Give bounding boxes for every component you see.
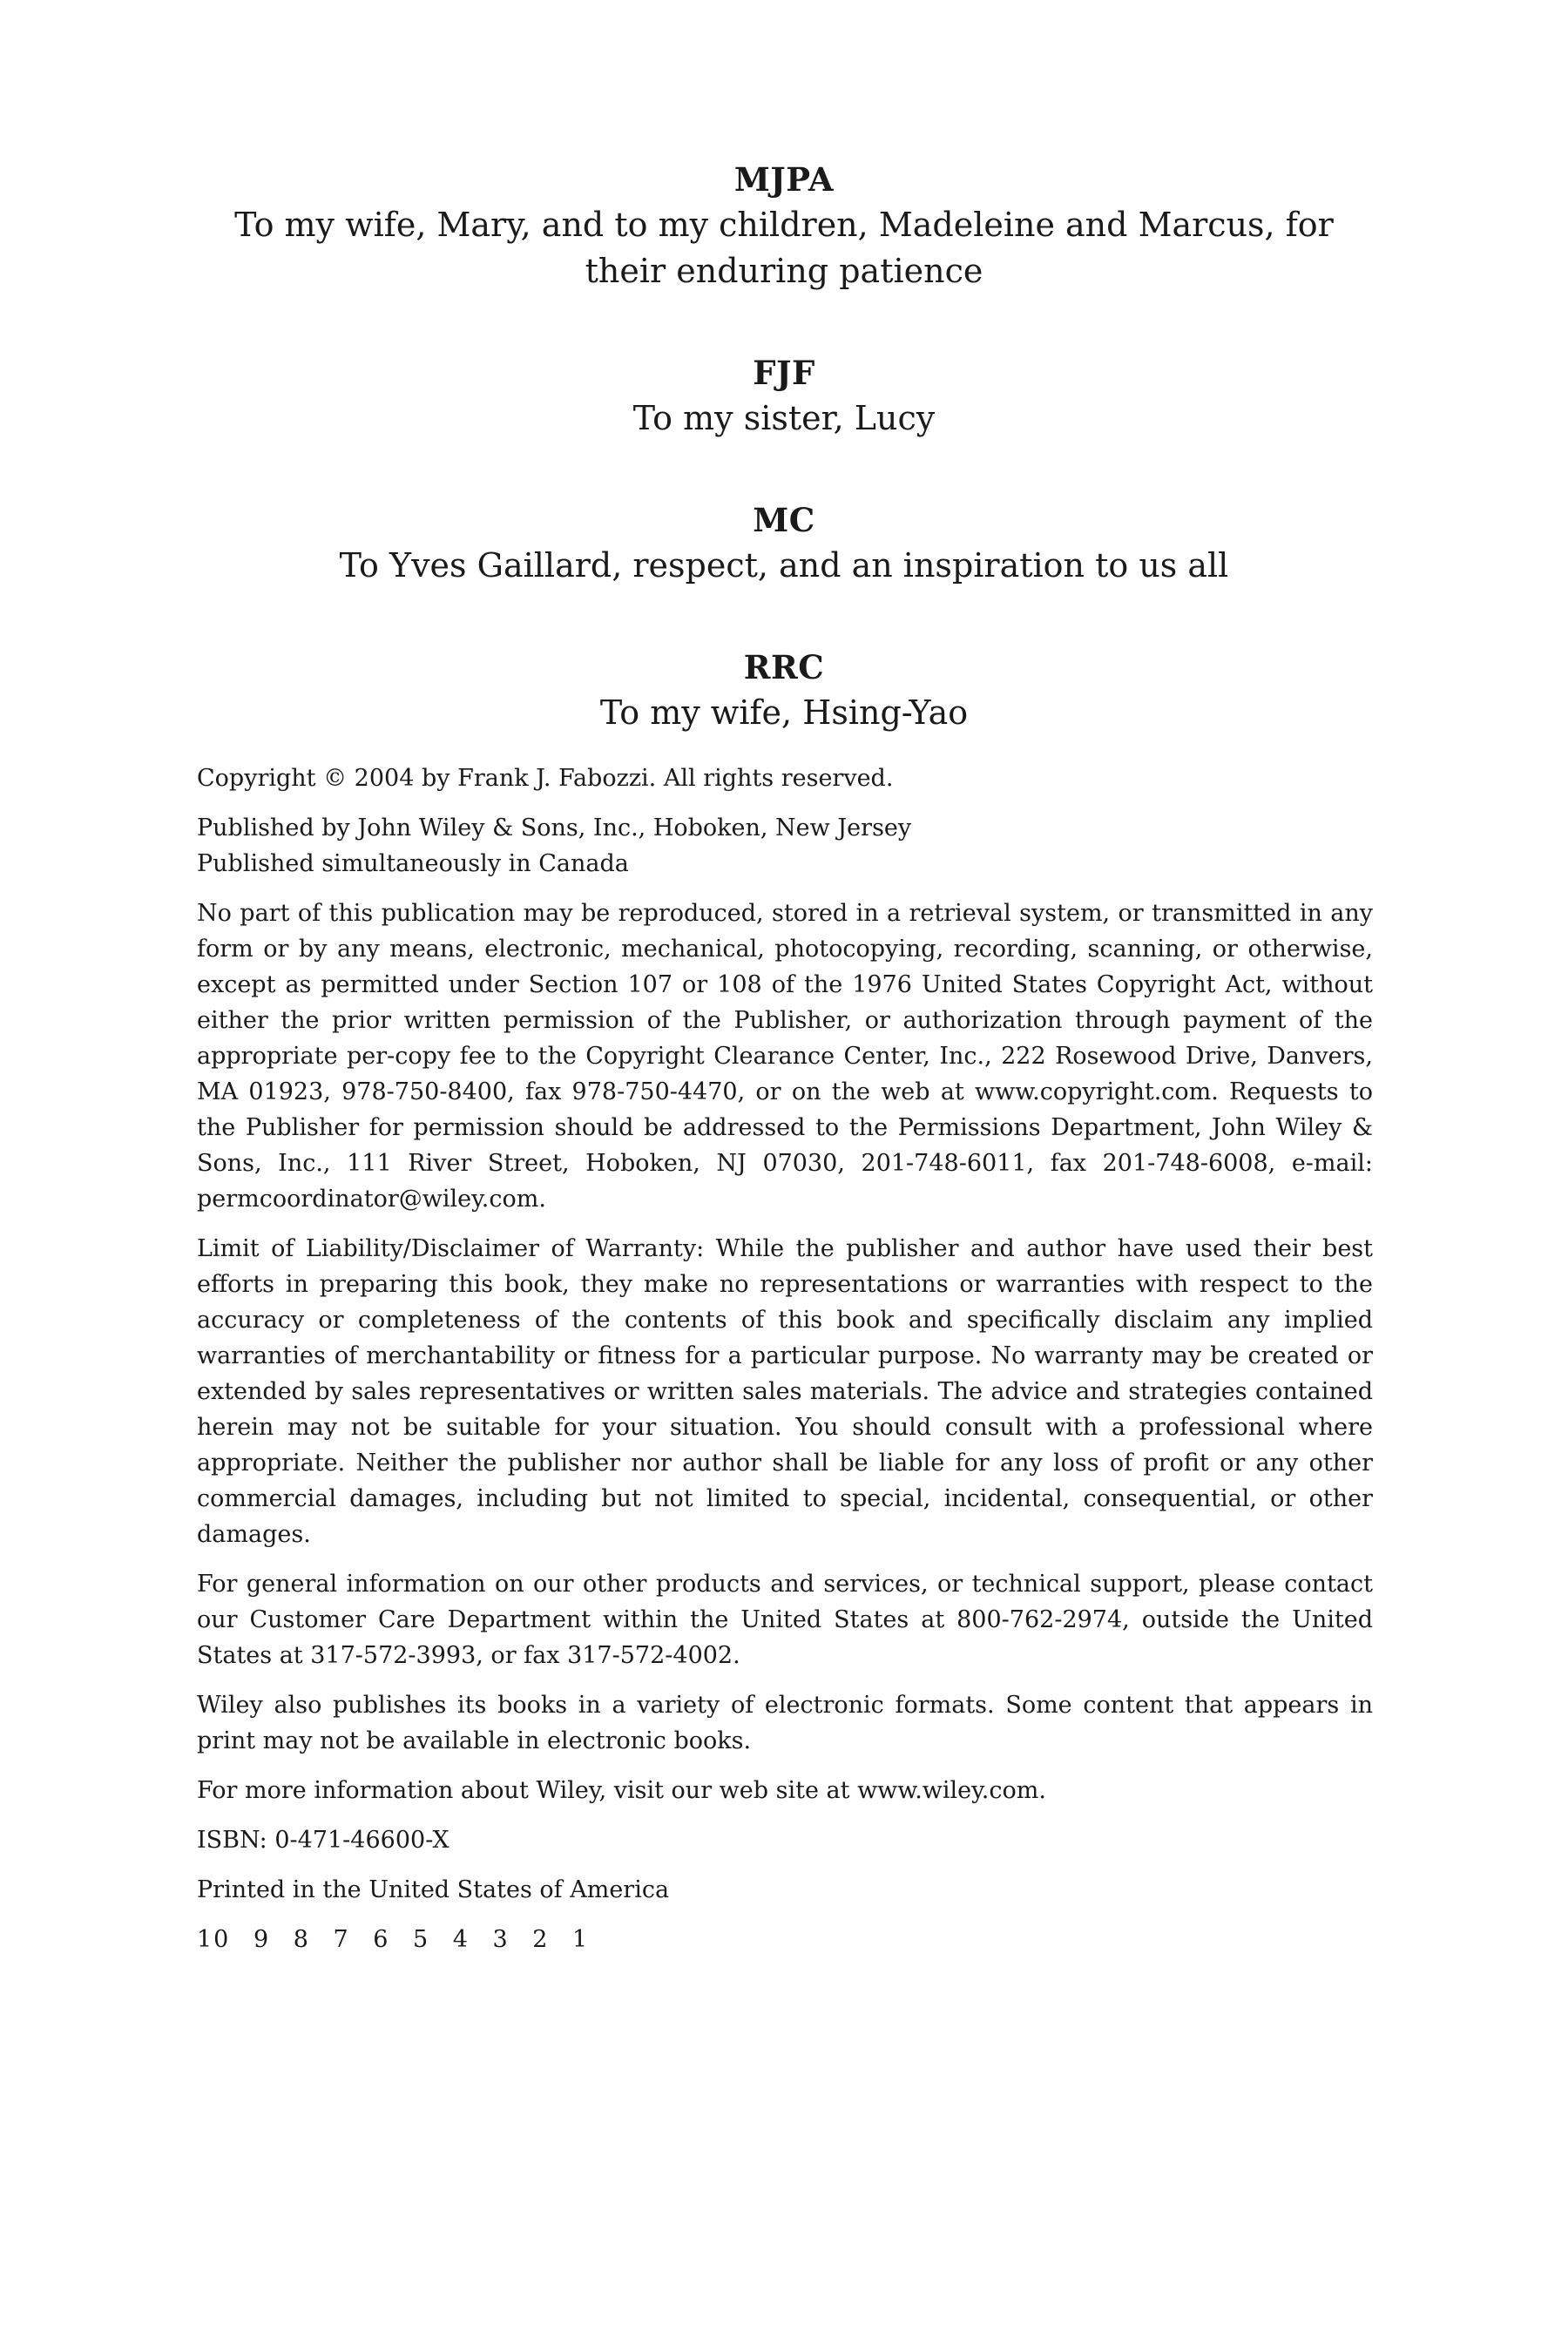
dedication-initials: RRC (743, 648, 825, 686)
more-info-paragraph: For more information about Wiley, visit our web site at www.wiley.com. (197, 1777, 1046, 1804)
dedication-initials: MC (753, 501, 815, 539)
dedications (0, 157, 1568, 792)
permissions-paragraph: No part of this publication may be reproduced, stored in a retrieval system, or transmitted in any form or by any means, electronic, mechanical, photocopying, recording, scanning, or otherwise, except as permitted under Section 107 or 108 of the 1976 United States Copyright Act, without either the prior written permission of the Publisher, or authorization through payment of the appropriate per-copy fee to the Copyright Clearance Center, Inc., 222 Rosewood Drive, Danvers, MA 01923, 978-750-8400, fax 978-750-4470, or on the web at www.copyright.com. Requests to the Publisher for permission should be addressed to the Permissions Department, John Wiley & Sons, Inc., 111 River Street, Hoboken, NJ 07030, 201-748-6011, fax 201-748-6008, e-mail: permcoordinator@wiley.com. (197, 900, 1373, 1213)
dedication-text: To my wife, Mary, and to my children, Madeleine and Marcus, for their enduring patience (234, 206, 1334, 290)
dedication-text: To my sister, Lucy (632, 399, 936, 437)
dedication-text: To Yves Gaillard, respect, and an inspiration to us all (339, 546, 1229, 585)
dedication-rrc (0, 645, 1568, 736)
general-info-paragraph: For general information on our other products and services, or technical support, please contact our Customer Care Department within the United States at 800-762-2974, outside the United States at 317-572-3993, or fax 317-572-4002. (197, 1571, 1373, 1669)
published-simultaneously: Published simultaneously in Canada (197, 850, 629, 877)
isbn: ISBN: 0-471-46600-X (197, 1827, 449, 1854)
dedication-text: To my wife, Hsing-Yao (599, 693, 969, 732)
dedication-initials: MJPA (733, 160, 835, 199)
copyright-block (197, 760, 1373, 1971)
copyright-notice: Copyright © 2004 by Frank J. Fabozzi. All rights reserved. (197, 765, 894, 792)
publisher-info (197, 810, 1373, 882)
dedication-fjf (0, 350, 1568, 442)
published-by: Published by John Wiley & Sons, Inc., Hoboken, New Jersey (197, 814, 912, 841)
dedication-mc (0, 497, 1568, 589)
electronic-formats-paragraph: Wiley also publishes its books in a variety of electronic formats. Some content that appears in print may not be available in electronic books. (197, 1692, 1373, 1754)
dedication-initials: FJF (753, 354, 815, 392)
print-key: 10 9 8 7 6 5 4 3 2 1 (197, 1926, 590, 1953)
dedication-mjpa (0, 157, 1568, 294)
disclaimer-paragraph: Limit of Liability/Disclaimer of Warranty: While the publisher and author have used their best efforts in preparing this book, they make no representations or warranties with respect to the accuracy or completeness of the contents of this book and specifically disclaim any implied warranties of merchantability or fitness for a particular purpose. No warranty may be created or extended by sales representatives or written sales materials. The advice and strategies contained herein may not be suitable for your situation. You should consult with a professional where appropriate. Neither the publisher nor author shall be liable for any loss of profit or any other commercial damages, including but not limited to special, incidental, consequential, or other damages. (197, 1235, 1373, 1548)
printed-in: Printed in the United States of America (197, 1876, 670, 1903)
